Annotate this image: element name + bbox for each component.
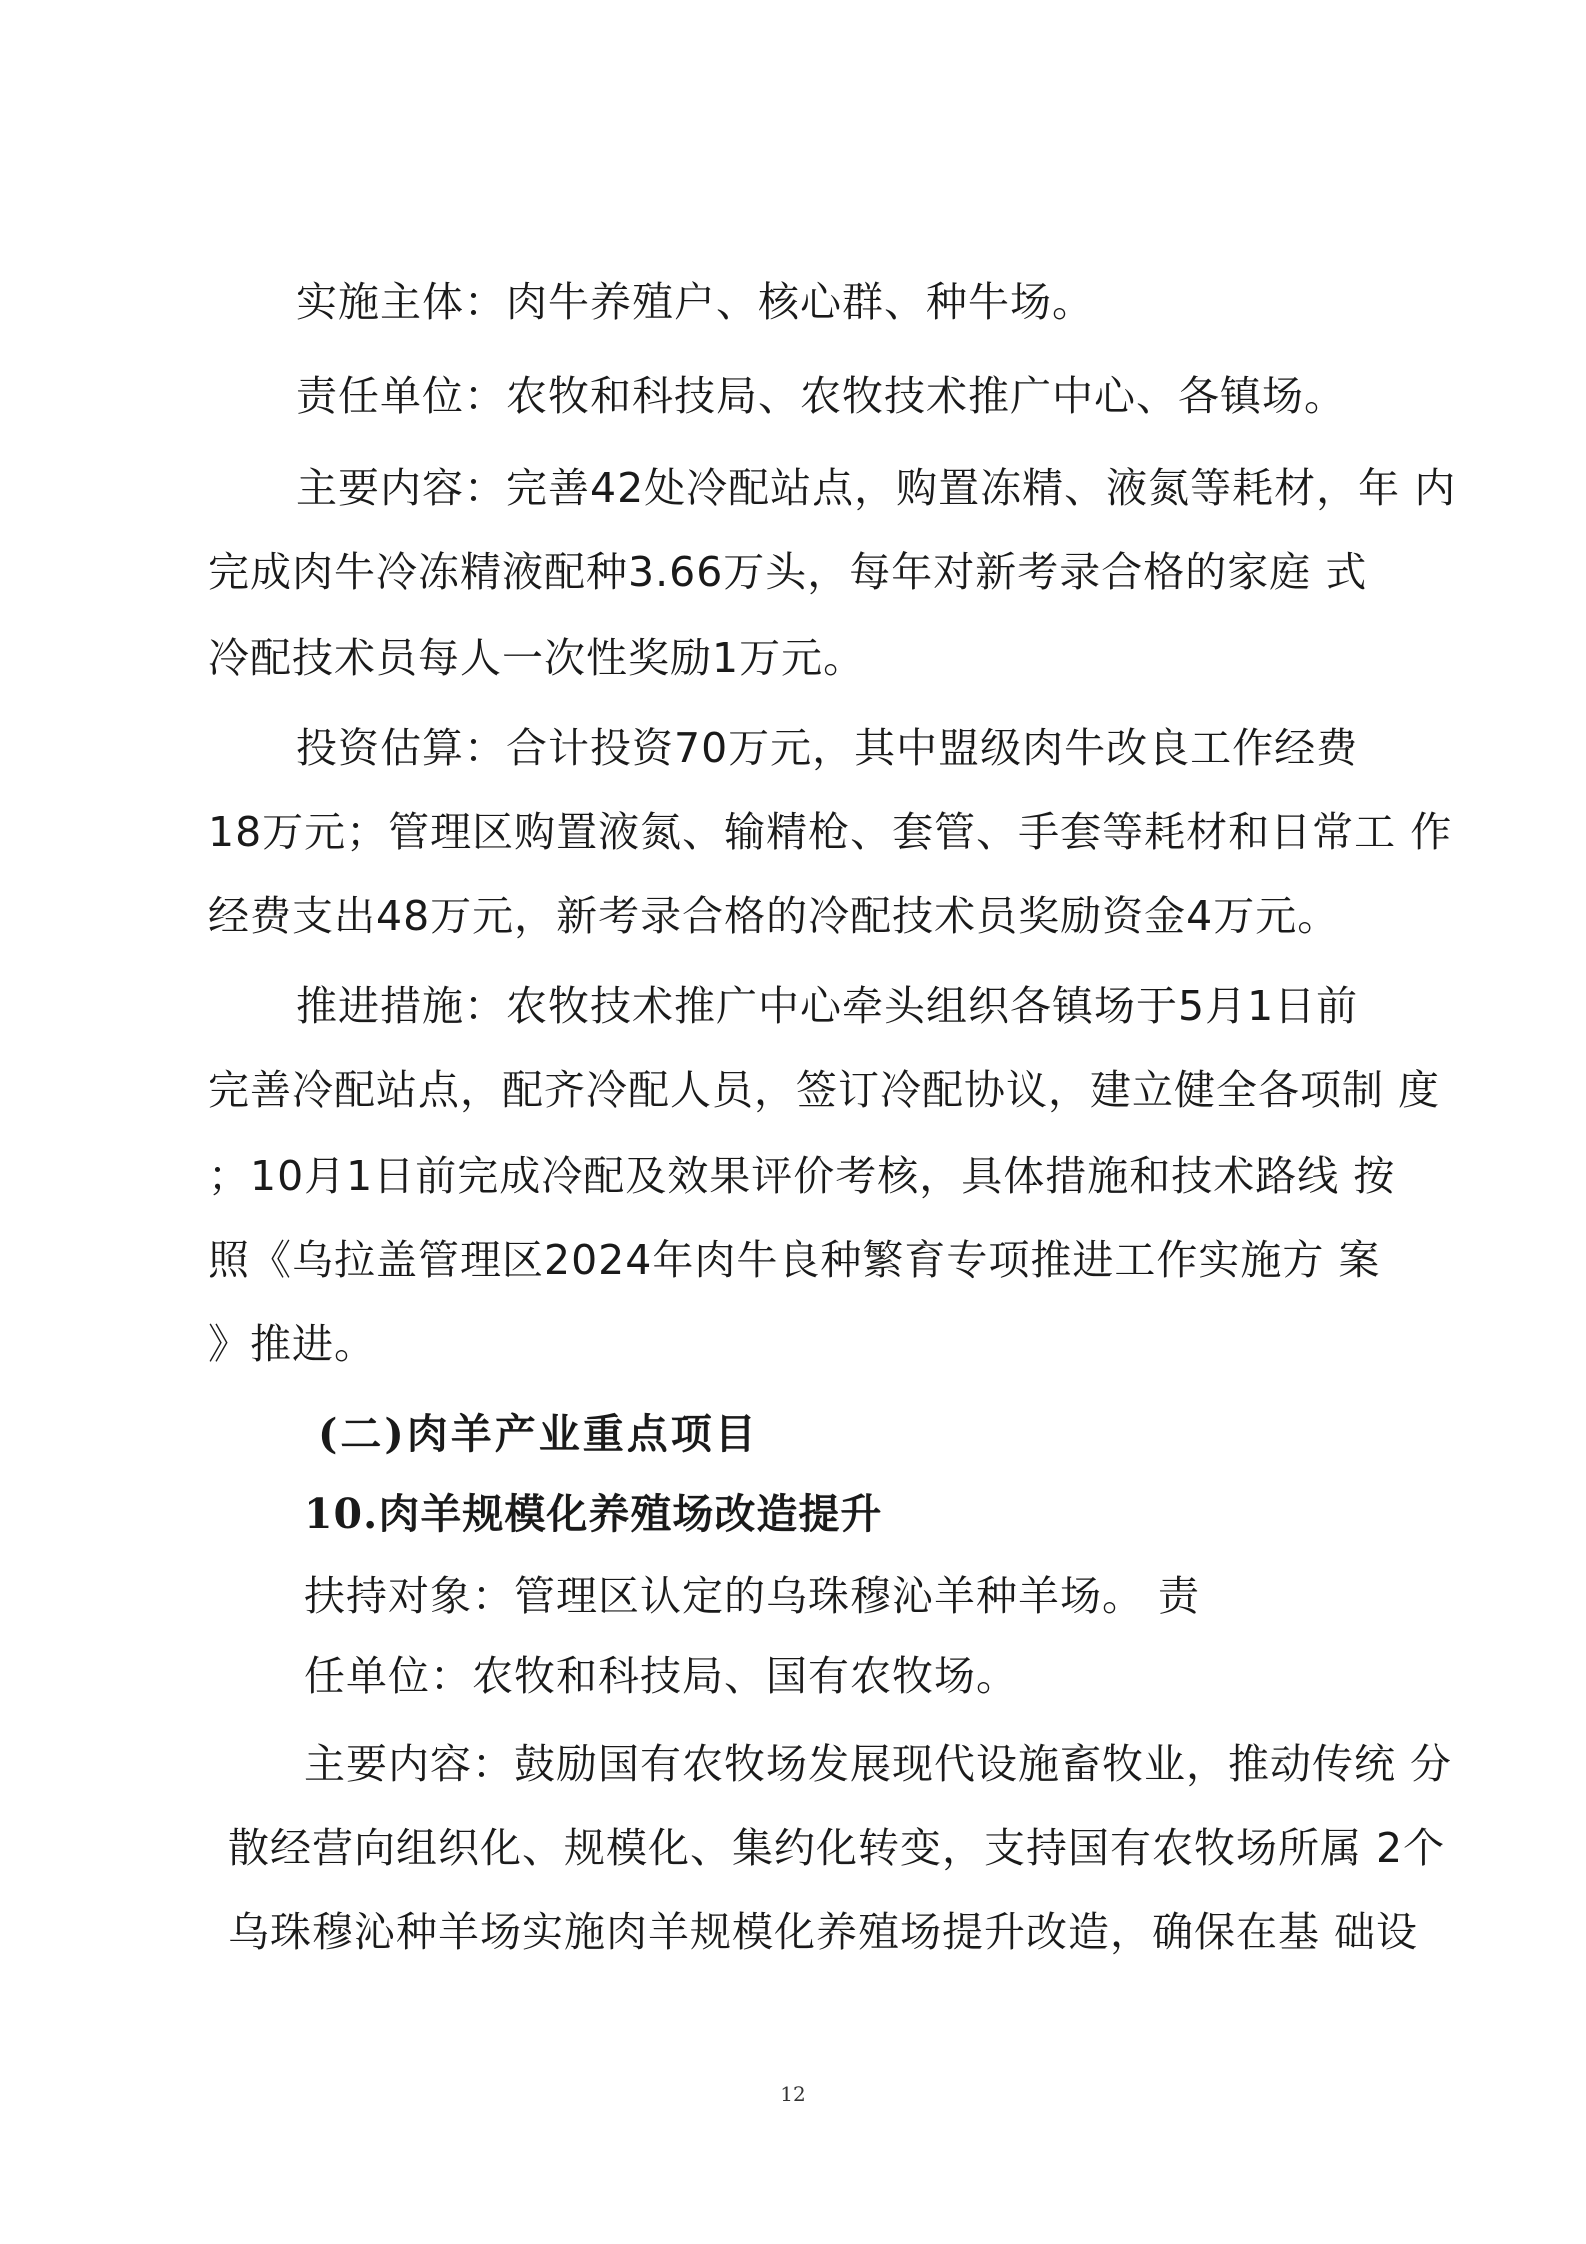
text-line: ；10月1日前完成冷配及效果评价考核，具体措施和技术路线 按	[208, 1152, 1396, 1200]
text-line: 主要内容：完善42处冷配站点，购置冻精、液氮等耗材，年 内	[296, 464, 1457, 512]
page-number: 12	[780, 2082, 806, 2106]
text-line: 完成肉牛冷冻精液配种3.66万头，每年对新考录合格的家庭 式	[208, 548, 1368, 596]
text-line: 散经营向组织化、规模化、集约化转变，支持国有农牧场所属 2个	[228, 1824, 1446, 1872]
text-line: 扶持对象：管理区认定的乌珠穆沁羊种羊场。 责	[304, 1572, 1201, 1620]
text-line: 实施主体：肉牛养殖户、核心群、种牛场。	[296, 278, 1094, 326]
text-line: 责任单位：农牧和科技局、农牧技术推广中心、各镇场。	[296, 372, 1346, 420]
text-line: 冷配技术员每人一次性奖励1万元。	[208, 634, 866, 682]
text-line: 任单位：农牧和科技局、国有农牧场。	[304, 1652, 1018, 1700]
text-line: 18万元；管理区购置液氮、输精枪、套管、手套等耗材和日常工 作	[208, 808, 1453, 856]
section-heading: (二)肉羊产业重点项目	[318, 1410, 759, 1458]
text-line: 经费支出48万元，新考录合格的冷配技术员奖励资金4万元。	[208, 892, 1340, 940]
text-line: 完善冷配站点，配齐冷配人员，签订冷配协议，建立健全各项制 度	[208, 1066, 1441, 1114]
subsection-title: 10.肉羊规模化养殖场改造提升	[304, 1490, 883, 1538]
text-line: 照《乌拉盖管理区2024年肉牛良种繁育专项推进工作实施方 案	[208, 1236, 1381, 1284]
text-line: 推进措施：农牧技术推广中心牵头组织各镇场于5月1日前	[296, 982, 1359, 1030]
text-line: 》推进。	[208, 1320, 376, 1368]
text-line: 投资估算：合计投资70万元，其中盟级肉牛改良工作经费	[296, 724, 1359, 772]
text-line: 乌珠穆沁种羊场实施肉羊规模化养殖场提升改造，确保在基 础设	[228, 1908, 1419, 1956]
text-line: 主要内容：鼓励国有农牧场发展现代设施畜牧业，推动传统 分	[304, 1740, 1453, 1788]
